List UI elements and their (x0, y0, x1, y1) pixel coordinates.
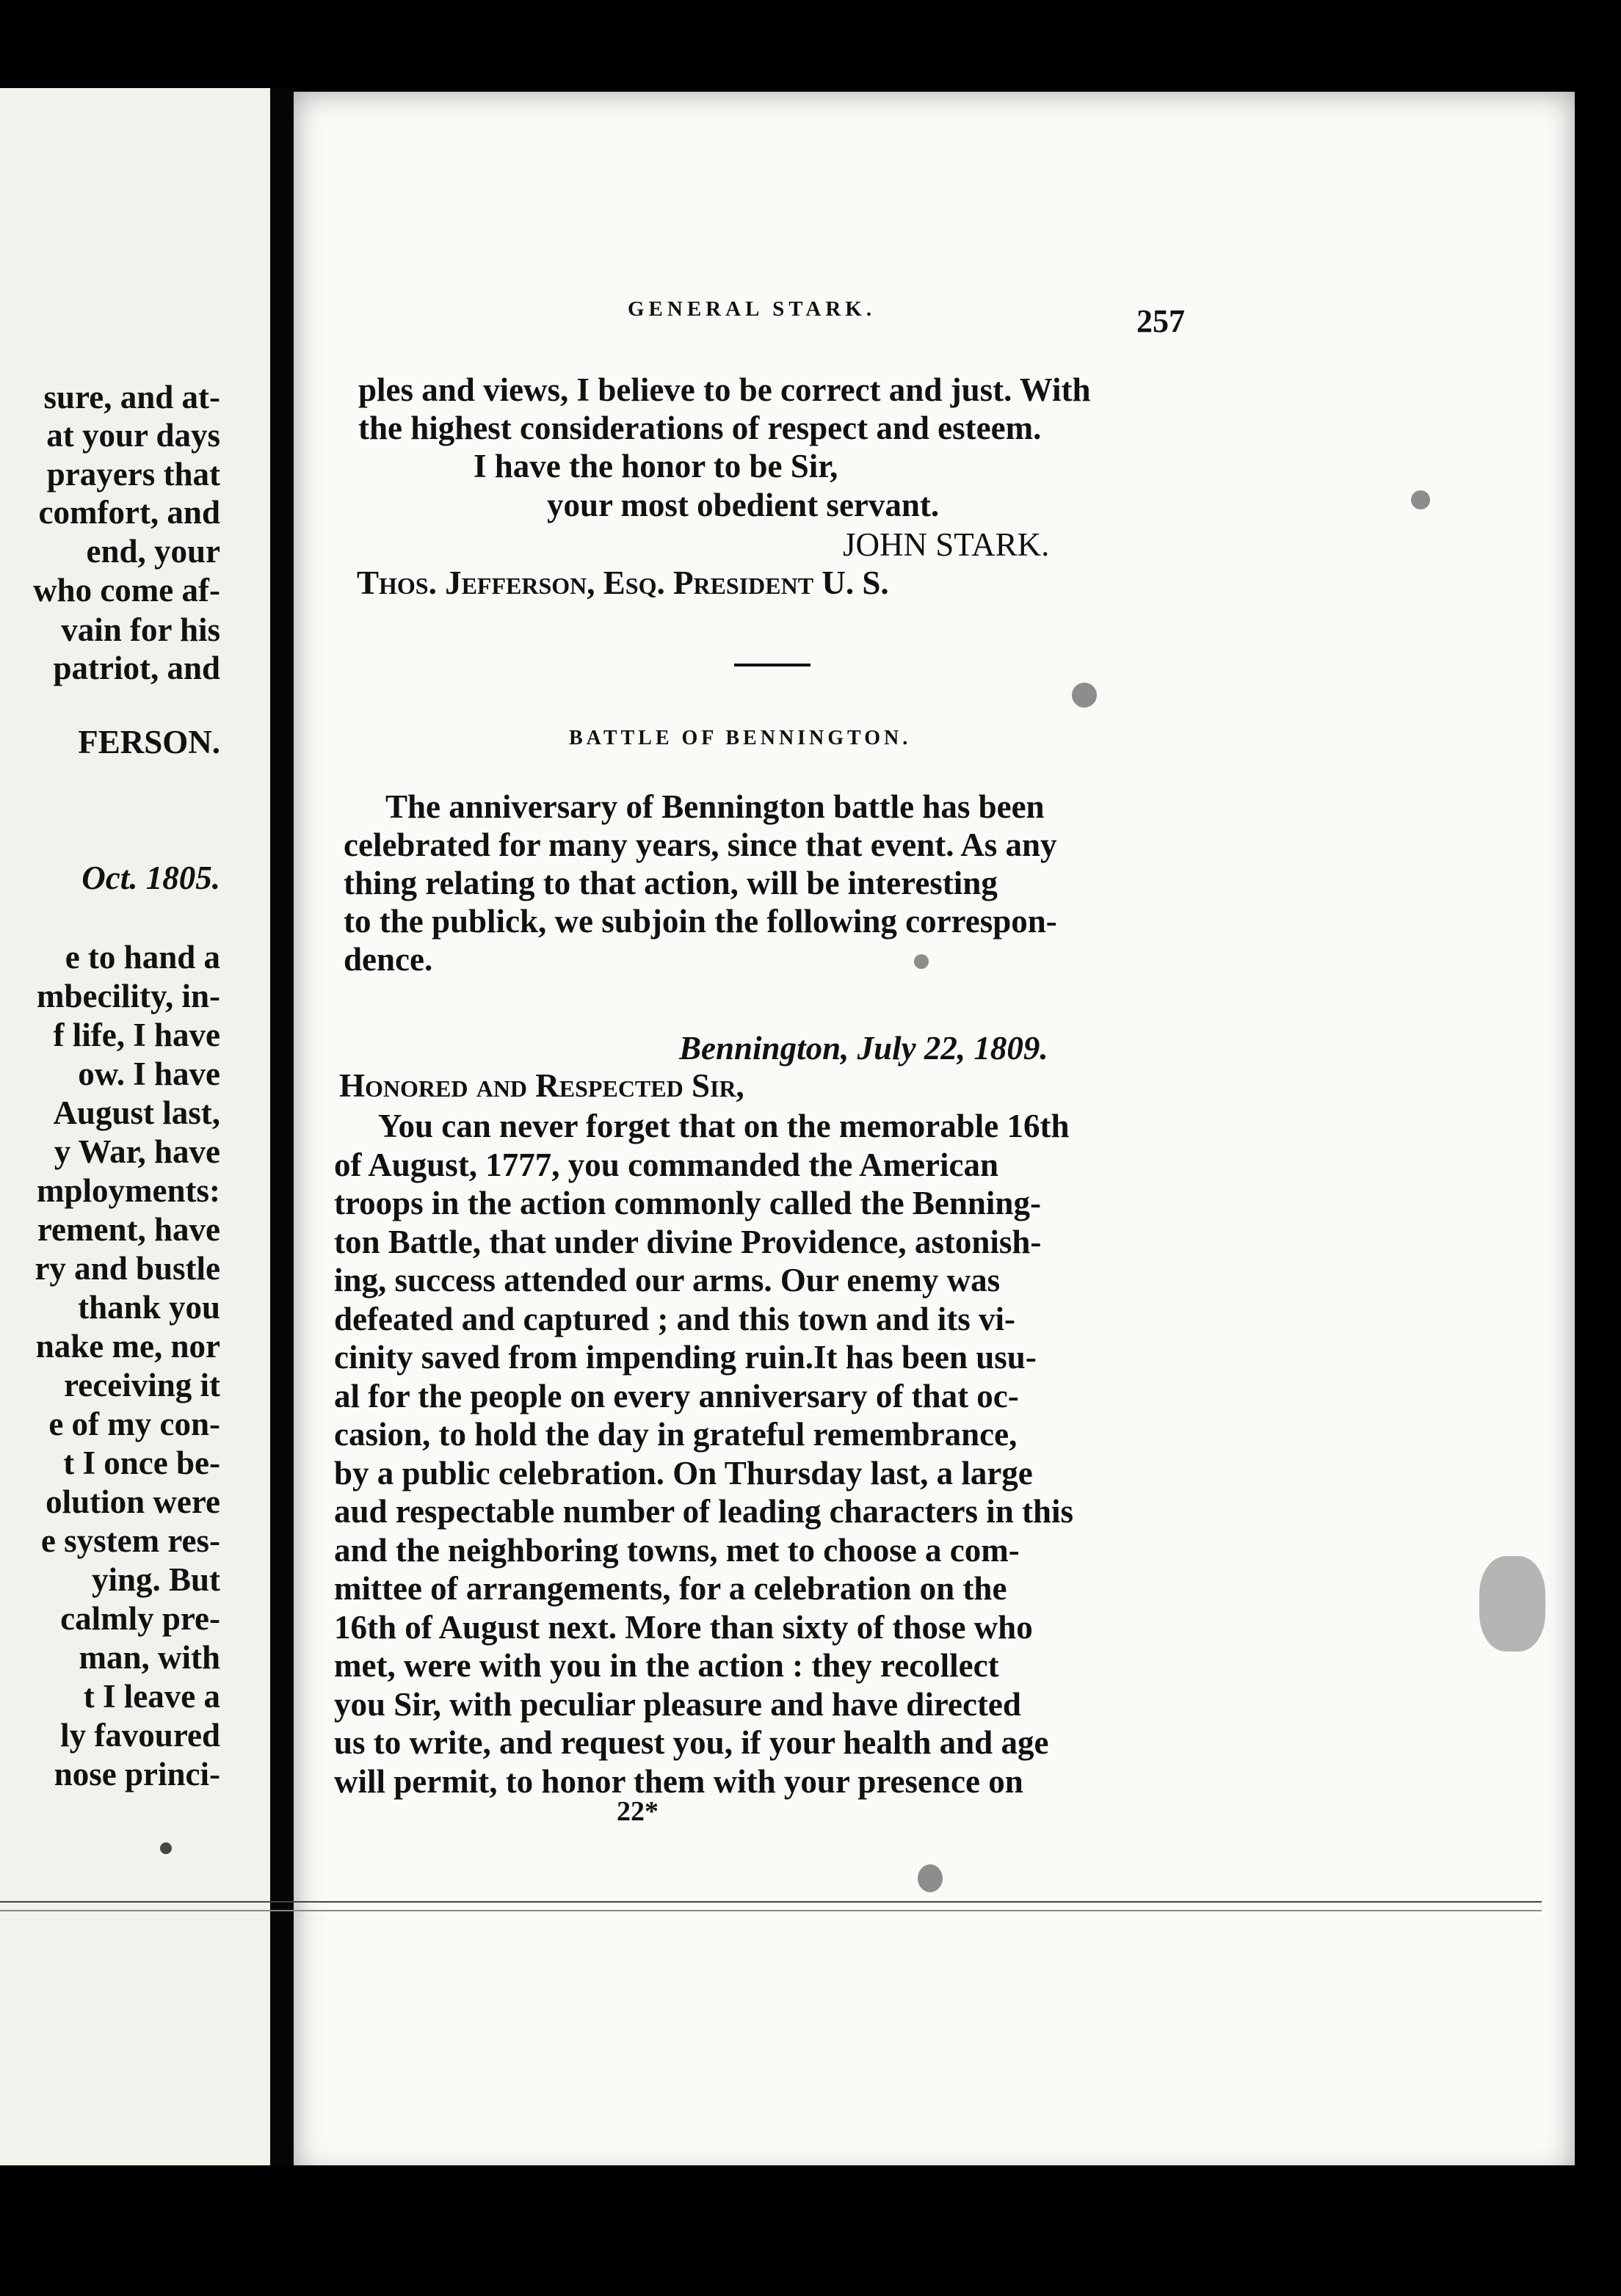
left-page-line: ow. I have (78, 1056, 220, 1092)
left-page-line: t I leave a (83, 1678, 220, 1715)
body-line: casion, to hold the day in grateful remembrance, (334, 1416, 1018, 1453)
page-number: 257 (1136, 303, 1185, 339)
left-page-line: mployments: (37, 1172, 220, 1209)
intro-line: thing relating to that action, will be interesting (344, 865, 998, 901)
left-page-line: nake me, nor (35, 1328, 220, 1365)
scan-spot (160, 1842, 172, 1854)
intro-line: dence. (344, 941, 433, 978)
left-page-line: Oct. 1805. (81, 860, 220, 896)
signature-mark: 22* (617, 1796, 659, 1827)
body-line: and the neighboring towns, met to choose a com- (334, 1531, 1020, 1569)
body-line: troops in the action commonly called the Benning- (334, 1185, 1041, 1221)
scan-border (264, 2165, 1621, 2296)
body-line: of August, 1777, you commanded the American (334, 1146, 999, 1183)
left-page-line: FERSON. (78, 724, 220, 760)
left-page-line: e of my con- (48, 1406, 220, 1442)
intro-line: to the publick, we subjoin the following correspon- (344, 903, 1057, 940)
section-title: BATTLE OF BENNINGTON. (569, 727, 912, 749)
page-edge-line (0, 1910, 1542, 1911)
body-line: al for the people on every anniversary of that oc- (334, 1377, 1019, 1414)
left-page-line: t I once be- (63, 1445, 220, 1481)
left-page-line: man, with (79, 1639, 220, 1676)
salutation: Honored and Respected Sir, (339, 1067, 744, 1104)
left-page-line: receiving it (64, 1367, 220, 1403)
letter-close-line: I have the honor to be Sir, (474, 448, 838, 484)
left-page-line: e system res- (40, 1522, 220, 1559)
left-page-line: August last, (53, 1094, 220, 1131)
scan-spot (1411, 490, 1430, 509)
left-page-line: rement, have (37, 1211, 220, 1248)
left-page-line: f life, I have (53, 1017, 220, 1053)
body-line: 16th of August next. More than sixty of those who (334, 1608, 1033, 1646)
letter-close-line: your most obedient servant. (547, 487, 940, 523)
letter-close-line: the highest considerations of respect and esteem. (358, 410, 1042, 446)
body-line: us to write, and request you, if your health and age (334, 1724, 1049, 1761)
scan-spot (918, 1864, 943, 1892)
intro-line: celebrated for many years, since that event. As any (344, 827, 1057, 863)
body-line: will permit, to honor them with your presence on (334, 1762, 1023, 1800)
body-line: You can never forget that on the memorable 16th (378, 1108, 1070, 1144)
body-line: mittee of arrangements, for a celebration on the (334, 1570, 1007, 1607)
left-page-line: y War, have (54, 1133, 220, 1170)
scan-spot (914, 954, 929, 969)
left-page-line: thank you (78, 1289, 220, 1326)
left-page-line: e to hand a (65, 939, 220, 976)
left-page-line: end, your (86, 533, 220, 570)
section-divider (734, 664, 810, 666)
body-line: by a public celebration. On Thursday last, a large (334, 1454, 1033, 1492)
scan-spot (1072, 683, 1097, 708)
left-page-line: prayers that (46, 456, 220, 493)
left-page-line: vain for his (61, 611, 220, 648)
page-edge-line (0, 1901, 1542, 1903)
left-page-line: olution were (46, 1483, 220, 1520)
book-gutter (270, 88, 295, 2165)
body-line: ing, success attended our arms. Our enemy was (334, 1262, 1001, 1298)
body-line: aud respectable number of leading characters in this (334, 1493, 1074, 1530)
body-line: ton Battle, that under divine Providence, astonish- (334, 1223, 1042, 1260)
scan-spot (1479, 1556, 1545, 1652)
left-page-line: comfort, and (38, 494, 220, 531)
left-page-line: calmly pre- (60, 1600, 220, 1637)
running-header: GENERAL STARK. (628, 297, 877, 321)
left-page-line: at your days (46, 417, 220, 454)
intro-line: The anniversary of Bennington battle has been (385, 788, 1045, 825)
addressee: Thos. Jefferson, Esq. President U. S. (357, 564, 889, 601)
body-line: you Sir, with peculiar pleasure and have directed (334, 1685, 1021, 1723)
dateline: Bennington, July 22, 1809. (679, 1030, 1048, 1067)
body-line: met, were with you in the action : they recollect (334, 1647, 999, 1684)
left-page-line: patriot, and (53, 650, 220, 686)
left-page-line: nose princi- (54, 1756, 220, 1792)
left-page-line: ry and bustle (35, 1250, 220, 1287)
body-line: defeated and captured ; and this town and its vi- (334, 1300, 1016, 1337)
left-page-line: ying. But (91, 1561, 220, 1598)
signature: JOHN STARK. (843, 526, 1050, 563)
letter-close-line: ples and views, I believe to be correct and just. With (358, 371, 1091, 408)
left-page-line: mbecility, in- (37, 978, 220, 1014)
left-page-line: ly favoured (60, 1717, 220, 1754)
left-page-line: who come af- (33, 572, 220, 608)
body-line: cinity saved from impending ruin.It has been usu- (334, 1339, 1037, 1376)
left-page-line: sure, and at- (43, 379, 220, 415)
